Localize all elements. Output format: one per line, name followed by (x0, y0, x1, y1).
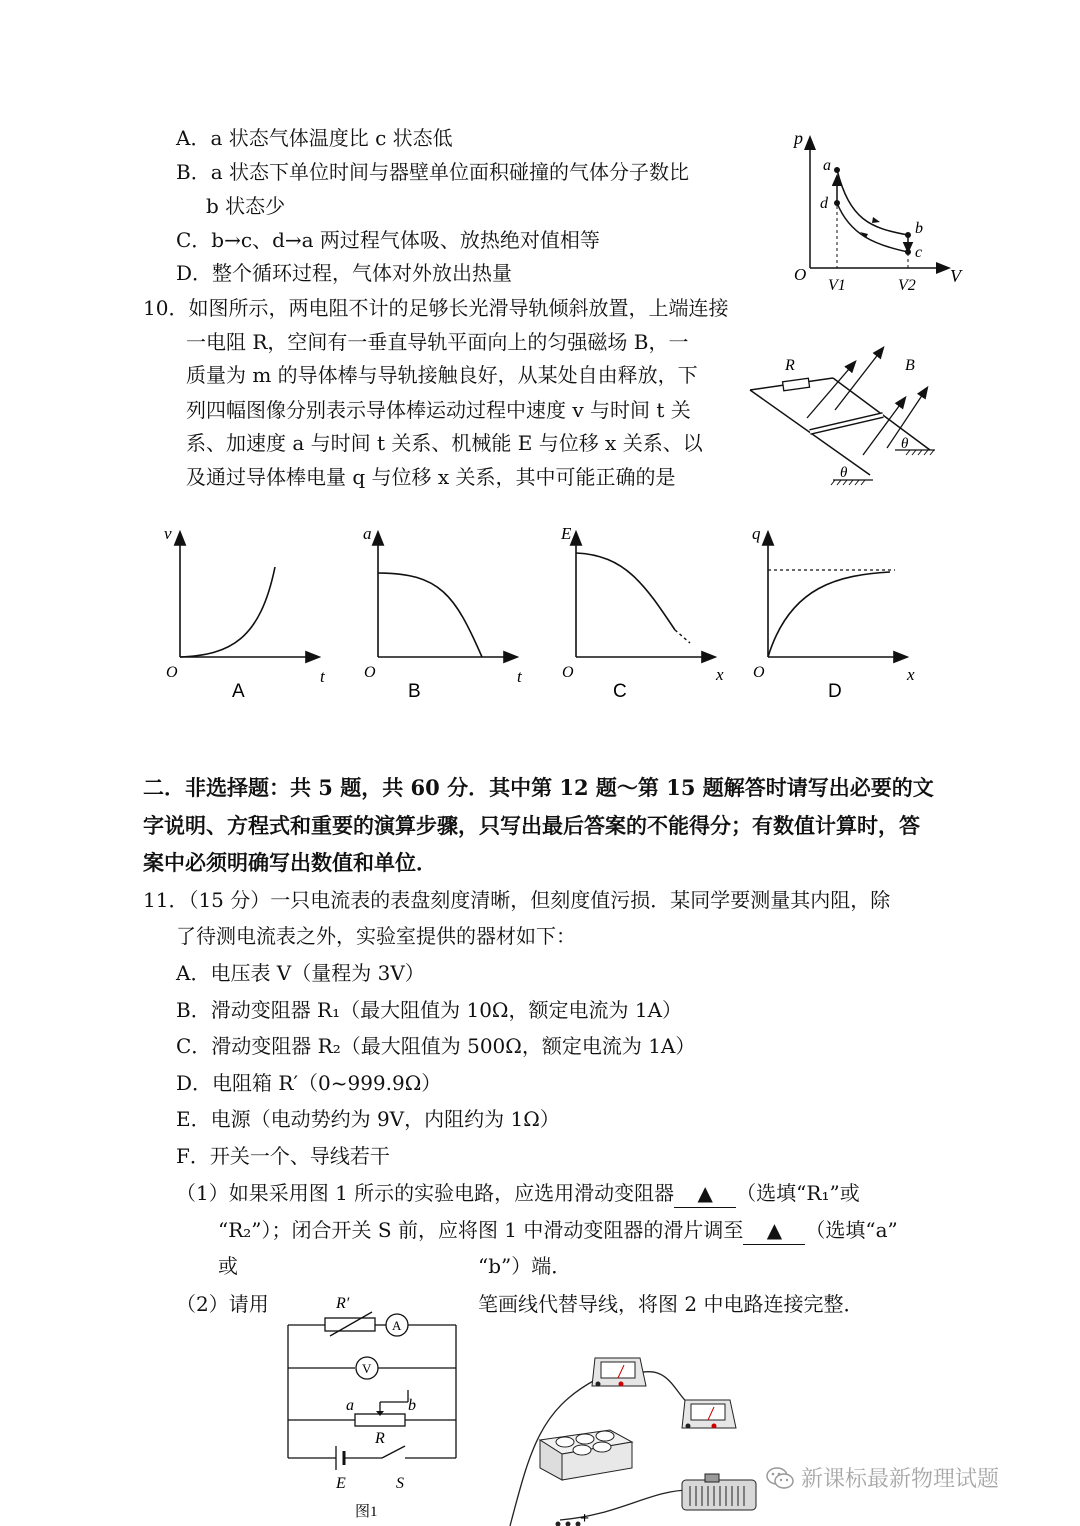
q10-graph-a (164, 524, 326, 702)
q11-circuit-figure-1 (280, 1290, 470, 1520)
q10-graph-b-y: a (363, 524, 372, 543)
q10-graph-a-x: t (320, 667, 325, 686)
q9-tick-v1: V1 (828, 277, 846, 294)
q10-line-4: 列四幅图像分别表示导体棒运动过程中速度 v 与时间 t 关 (186, 398, 691, 422)
q11-part2-b: 笔画线代替导线，将图 2 中电路连接完整． (478, 1292, 864, 1316)
q10-angle-label-2: θ (901, 436, 909, 452)
q10-graph-d-x: x (907, 665, 915, 684)
q10-graph-a-label: A (232, 681, 245, 702)
q10-angle-label-1: θ (840, 465, 848, 481)
watermark (765, 1462, 999, 1493)
q11-circuit-caption: 图1 (355, 1504, 378, 1520)
q11-resistance-box-device (540, 1430, 632, 1480)
q10-resistor-label: R (785, 357, 795, 374)
q11-item-b: B．滑动变阻器 R₁（最大阻值为 10Ω，额定电流为 1A） (176, 998, 683, 1022)
q10-graph-c-origin: O (562, 664, 574, 681)
q11-rheostat-device (682, 1474, 756, 1510)
watermark-text: 新课标最新物理试题 (801, 1467, 1000, 1492)
q10-graph-d (752, 524, 915, 702)
q11-part1-text-b: （选填“R₁”或 (736, 1181, 860, 1205)
q10-graph-d-origin: O (753, 664, 765, 681)
q11-part1-text-a: （1）如果采用图 1 所示的实验电路，应选用滑动变阻器 (176, 1181, 675, 1205)
q10-line-6: 及通过导体棒电量 q 与位移 x 关系，其中可能正确的是 (186, 465, 676, 489)
q10-line-2: 一电阻 R，空间有一垂直导轨平面向上的匀强磁场 B，一 (186, 330, 689, 354)
q9-pv-graph (780, 120, 980, 300)
q10-line-3: 质量为 m 的导体棒与导轨接触良好，从某处自由释放，下 (186, 363, 698, 387)
q10-graph-b-origin: O (364, 664, 376, 681)
q11-circuit-r-label: R (375, 1430, 385, 1447)
q11-circuit-e-label: E (336, 1475, 346, 1492)
q10-graphs (150, 515, 940, 710)
q11-item-f: F．开关一个、导线若干 (176, 1144, 390, 1168)
q9-point-b: b (915, 220, 923, 237)
svg-text:+: + (580, 1510, 590, 1526)
q9-y-axis-label: p (794, 128, 803, 148)
q10-graph-c-y: E (561, 524, 572, 543)
q10-graph-a-y: v (164, 524, 172, 543)
q10-graph-c-label: C (613, 681, 627, 702)
q11-item-d: D．电阻箱 R′（0~999.9Ω） (176, 1071, 442, 1095)
q11-circuit-b-label: b (408, 1397, 416, 1414)
q11-intro-2: 了待测电流表之外，实验室提供的器材如下： (176, 924, 576, 948)
q10-graph-c-x: x (716, 665, 724, 684)
q11-item-e: E．电源（电动势约为 9V，内阻约为 1Ω） (176, 1107, 560, 1131)
section2-line-2: 字说明、方程式和重要的演算步骤，只写出最后答案的不能得分；有数值计算时，答 (143, 813, 920, 838)
q10-graph-b (363, 524, 523, 702)
q11-part1-line3a: 或 (218, 1254, 238, 1278)
q10-field-label: B (905, 357, 915, 374)
q9-point-d: d (820, 195, 828, 212)
q11-circuit-voltmeter-label: V (362, 1361, 372, 1376)
q11-part1-line3b: “b”）端． (478, 1254, 572, 1278)
q11-voltmeter-device (592, 1358, 646, 1387)
q10-line-1: 10．如图所示，两电阻不计的足够长光滑导轨倾斜放置，上端连接 (143, 296, 729, 320)
q11-answer-blank-2[interactable]: ▲ (743, 1216, 805, 1245)
q10-incline-figure (745, 340, 945, 490)
q11-intro-1: 11．（15 分）一只电流表的表盘刻度清晰，但刻度值污损．某同学要测量其内阻，除 (143, 888, 891, 912)
section2-line-3: 案中必须明确写出数值和单位． (143, 850, 437, 875)
q10-graph-c (560, 524, 724, 702)
q10-graph-b-label: B (408, 681, 421, 702)
q11-item-a: A．电压表 V（量程为 3V） (176, 961, 425, 985)
q10-graph-a-origin: O (166, 664, 178, 681)
q9-option-b-line1: B．a 状态下单位时间与器壁单位面积碰撞的气体分子数比 (176, 160, 689, 184)
q9-origin-label: O (794, 265, 807, 284)
q10-graph-d-label: D (828, 681, 842, 702)
q9-option-a: A．a 状态气体温度比 c 状态低 (176, 126, 453, 150)
q11-answer-blank-1[interactable]: ▲ (674, 1179, 736, 1208)
section2-line-1: 二．非选择题：共 5 题，共 60 分．其中第 12 题～第 15 题解答时请写出必要的文 (143, 775, 934, 800)
q9-option-c: C．b→c、d→a 两过程气体吸、放热绝对值相等 (176, 228, 600, 252)
q11-part2-a: （2）请用 (176, 1292, 269, 1316)
wechat-icon (765, 1465, 795, 1491)
q9-option-b-line2: b 状态少 (206, 194, 286, 218)
q11-part1-text-c: “R₂”）；闭合开关 S 前，应将图 1 中滑动变阻器的滑片调至 (218, 1218, 744, 1242)
q10-resistor (783, 378, 810, 391)
q11-equipment-figure-2 (500, 1340, 760, 1526)
q11-circuit-ammeter-label: A (392, 1318, 402, 1333)
q9-option-d: D．整个循环过程，气体对外放出热量 (176, 261, 513, 285)
q11-item-c: C．滑动变阻器 R₂（最大阻值为 500Ω，额定电流为 1A） (176, 1034, 696, 1058)
q9-x-axis-label: V (950, 266, 961, 286)
q10-graph-d-y: q (752, 524, 761, 543)
q11-circuit-s-label: S (396, 1475, 404, 1492)
q11-part1-line1 (176, 1179, 860, 1208)
q9-point-c: c (915, 244, 923, 261)
q9-tick-v2: V2 (898, 277, 916, 294)
q10-graph-b-x: t (517, 667, 522, 686)
q11-ammeter-device (682, 1400, 736, 1429)
q11-part1-line2 (218, 1216, 898, 1245)
q10-line-5: 系、加速度 a 与时间 t 关系、机械能 E 与位移 x 关系、以 (186, 431, 703, 455)
q11-circuit-a-label: a (346, 1397, 354, 1414)
q9-point-a: a (823, 157, 831, 174)
q11-part1-text-d: （选填“a” (805, 1218, 898, 1242)
q11-circuit-rprime-label: R′ (336, 1295, 350, 1312)
